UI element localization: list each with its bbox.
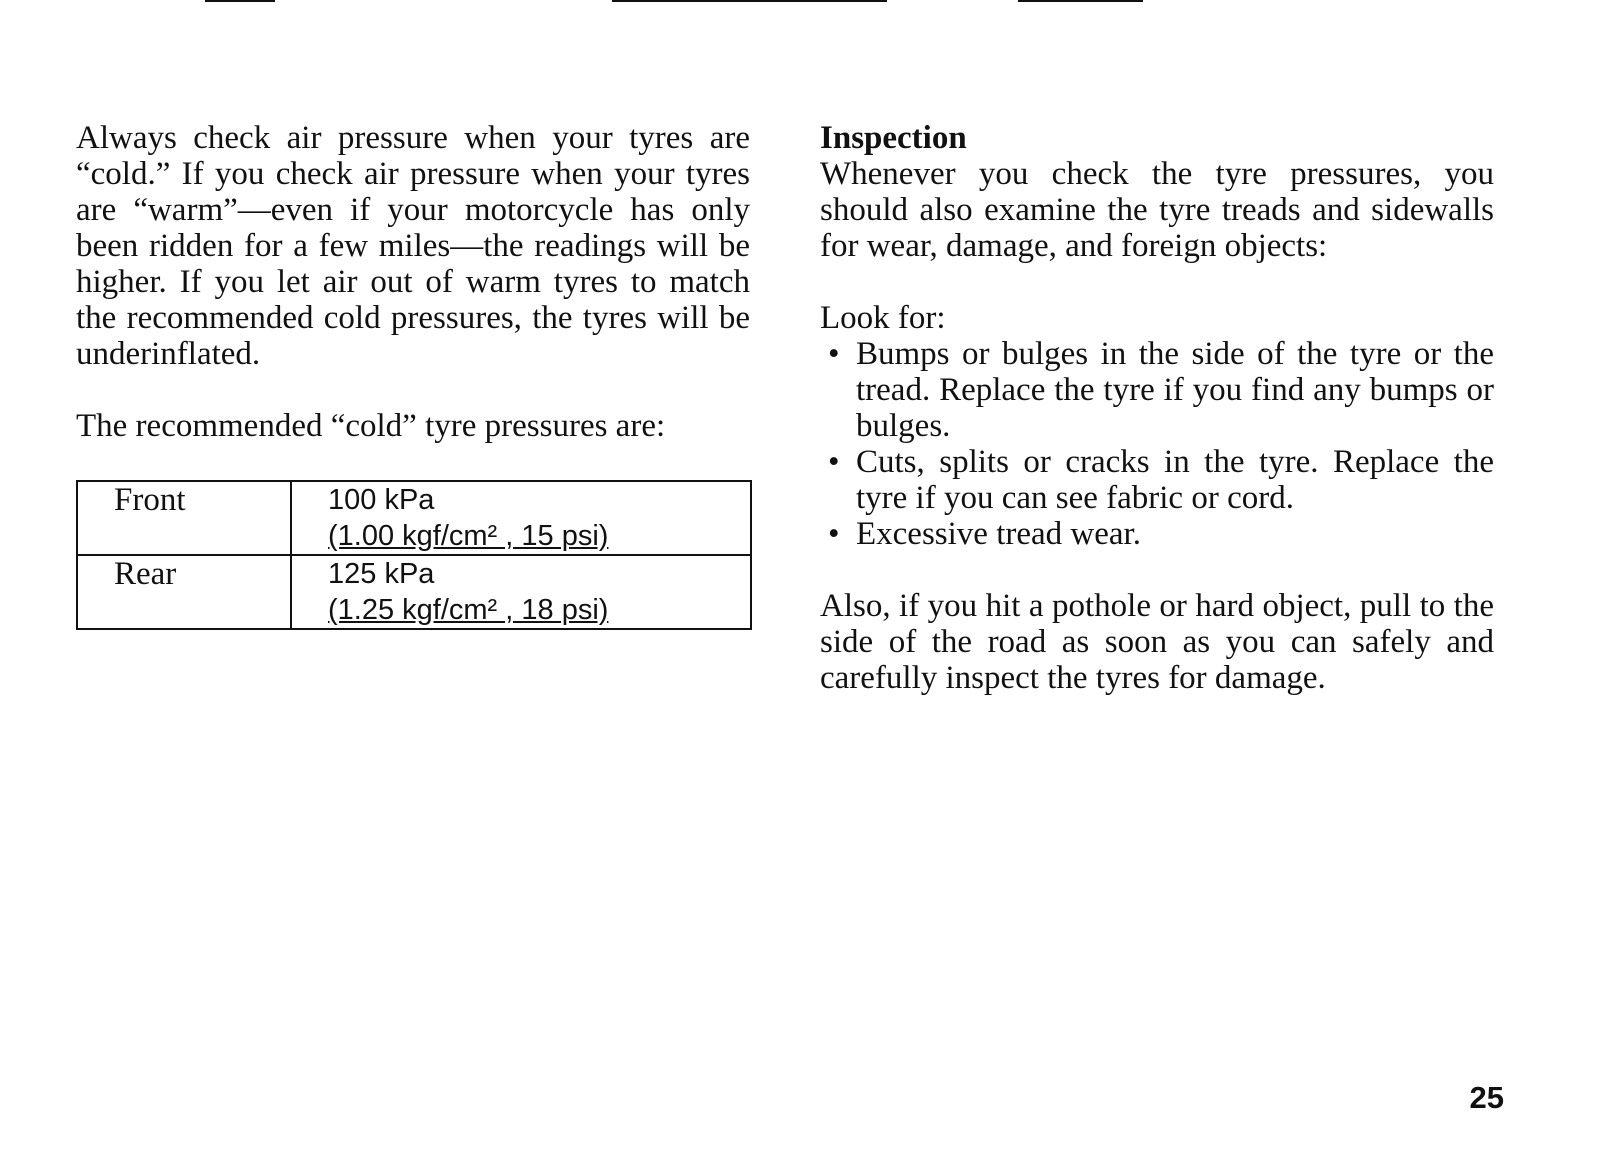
table-cell-pressure [291,481,751,555]
right-column [820,120,1494,696]
inspection-intro: Whenever you check the tyre pressures, you should also examine the tyre treads and sidewalls for wear, damage, and foreign objects: [820,156,1494,264]
tyre-pressure-table [76,480,752,630]
list-item [820,444,1494,516]
pressure-conversion: (1.25 kgf/cm² , 18 psi) [328,594,609,626]
pressure-kpa: 100 kPa [328,484,435,516]
table-row-rear [77,555,751,629]
bullet-icon: • [828,336,840,372]
list-item [820,516,1494,552]
bullet-icon: • [828,516,840,552]
list-item-text: Cuts, splits or cracks in the tyre. Replace the tyre if you can see fabric or cord. [856,444,1494,516]
pothole-paragraph: Also, if you hit a pothole or hard object, pull to the side of the road as soon as you can safely and carefully inspect the tyres for damage. [820,588,1494,696]
inspection-bullet-list [820,336,1494,552]
table-cell-position: Front [77,481,291,555]
list-item-text: Excessive tread wear. [856,516,1141,552]
top-rule-center [612,0,887,2]
table-cell-position: Rear [77,555,291,629]
pressure-kpa: 125 kPa [328,558,435,590]
page-number: 25 [1469,1080,1504,1115]
table-row-front [77,481,751,555]
inspection-heading: Inspection [820,120,967,156]
top-rule-right [1018,0,1143,2]
list-item [820,336,1494,444]
left-column [76,120,750,630]
table-cell-pressure [291,555,751,629]
recommended-pressures-intro: The recommended “cold” tyre pressures are: [76,408,666,444]
cold-pressure-paragraph: Always check air pressure when your tyres are “cold.” If you check air pressure when your tyres are “warm”—even if your motorcycle has only been ridden for a few miles—the readings will be higher. If you let air out of warm tyres to match the recommended cold pressures, the tyres will be underinflated. [76,120,750,372]
pressure-conversion: (1.00 kgf/cm² , 15 psi) [328,520,609,552]
look-for-label: Look for: [820,300,946,336]
list-item-text: Bumps or bulges in the side of the tyre or the tread. Replace the tyre if you find any bumps or bulges. [856,336,1494,444]
top-rule-left [205,0,275,2]
bullet-icon: • [828,444,840,480]
